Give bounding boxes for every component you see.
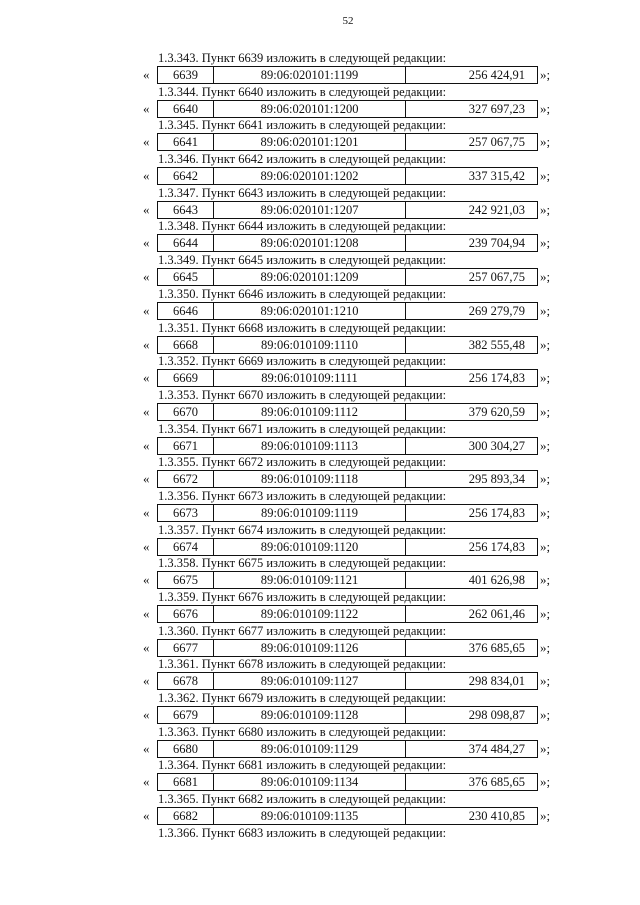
cadastral-number-cell: 89:06:010109:1121 <box>214 572 406 588</box>
close-quote: »; <box>540 235 551 251</box>
item-number-cell: 6669 <box>158 370 214 386</box>
amendment-heading: 1.3.354. Пункт 6671 изложить в следующей редакции: <box>158 421 447 436</box>
table-row <box>0 369 640 387</box>
amendment-entry <box>0 758 640 792</box>
table-row <box>0 706 640 724</box>
value-cell: 327 697,23 <box>468 101 525 116</box>
table-row <box>0 470 640 488</box>
value-cell: 256 174,83 <box>468 505 525 520</box>
amendment-entry <box>0 725 640 759</box>
close-quote: »; <box>540 471 551 487</box>
item-number-cell: 6682 <box>158 808 214 824</box>
close-quote: »; <box>540 302 551 318</box>
value-cell: 298 098,87 <box>468 708 525 723</box>
row-table <box>157 672 538 690</box>
table-row <box>0 538 640 556</box>
table-row <box>0 672 640 690</box>
value-cell: 374 484,27 <box>468 741 525 756</box>
value-cell: 256 174,83 <box>468 371 525 386</box>
table-row <box>0 66 640 84</box>
row-table <box>157 437 538 455</box>
row-table <box>157 403 538 421</box>
value-cell: 337 315,42 <box>468 169 525 184</box>
row-table <box>157 66 538 84</box>
row-table <box>157 133 538 151</box>
amendment-heading: 1.3.350. Пункт 6646 изложить в следующей редакции: <box>158 286 447 301</box>
amendment-entry <box>0 556 640 590</box>
cadastral-number-cell: 89:06:010109:1113 <box>214 438 406 454</box>
value-cell: 262 061,46 <box>468 607 525 621</box>
cadastral-number-cell: 89:06:010109:1134 <box>214 774 406 790</box>
row-table <box>157 504 538 522</box>
cadastral-number-cell: 89:06:010109:1129 <box>214 741 406 757</box>
row-table <box>157 369 538 387</box>
cadastral-number-cell: 89:06:010109:1111 <box>214 370 406 386</box>
close-quote: »; <box>540 403 551 419</box>
open-quote: « <box>143 201 150 217</box>
close-quote: »; <box>540 808 551 824</box>
table-row <box>0 403 640 421</box>
item-number-cell: 6668 <box>158 337 214 353</box>
open-quote: « <box>143 471 150 487</box>
open-quote: « <box>143 740 150 756</box>
amendment-entry <box>0 85 640 119</box>
close-quote: »; <box>540 437 551 453</box>
amendment-entry <box>0 422 640 456</box>
row-table <box>157 740 538 758</box>
cadastral-number-cell: 89:06:010109:1122 <box>214 606 406 622</box>
open-quote: « <box>143 673 150 689</box>
table-row <box>0 234 640 252</box>
table-row <box>0 639 640 657</box>
item-number-cell: 6645 <box>158 269 214 285</box>
item-number-cell: 6670 <box>158 404 214 420</box>
amendment-heading: 1.3.351. Пункт 6668 изложить в следующей редакции: <box>158 320 447 335</box>
open-quote: « <box>143 639 150 655</box>
row-table <box>157 336 538 354</box>
table-row <box>0 167 640 185</box>
item-number-cell: 6675 <box>158 572 214 588</box>
cadastral-number-cell: 89:06:010109:1126 <box>214 640 406 656</box>
close-quote: »; <box>540 100 551 116</box>
cadastral-number-cell: 89:06:010109:1120 <box>214 539 406 555</box>
close-quote: »; <box>540 740 551 756</box>
cadastral-number-cell: 89:06:010109:1135 <box>214 808 406 824</box>
amendment-heading: 1.3.364. Пункт 6681 изложить в следующей редакции: <box>158 758 447 773</box>
open-quote: « <box>143 437 150 453</box>
item-number-cell: 6681 <box>158 774 214 790</box>
item-number-cell: 6646 <box>158 303 214 319</box>
open-quote: « <box>143 538 150 554</box>
value-cell: 256 174,83 <box>468 539 525 554</box>
row-table <box>157 538 538 556</box>
cadastral-number-cell: 89:06:020101:1202 <box>214 168 406 184</box>
row-table <box>157 706 538 724</box>
amendment-entry <box>0 388 640 422</box>
amendment-entry <box>0 321 640 355</box>
open-quote: « <box>143 269 150 285</box>
page-number: 52 <box>342 15 354 27</box>
table-row <box>0 504 640 522</box>
item-number-cell: 6640 <box>158 101 214 117</box>
amendment-heading: 1.3.366. Пункт 6683 изложить в следующей редакции: <box>158 826 447 840</box>
amendment-entry <box>0 118 640 152</box>
amendment-entry <box>0 354 640 388</box>
cadastral-number-cell: 89:06:020101:1209 <box>214 269 406 285</box>
amendment-heading: 1.3.360. Пункт 6677 изложить в следующей редакции: <box>158 623 447 638</box>
item-number-cell: 6676 <box>158 606 214 622</box>
close-quote: »; <box>540 168 551 184</box>
item-number-cell: 6642 <box>158 168 214 184</box>
item-number-cell: 6674 <box>158 539 214 555</box>
cadastral-number-cell: 89:06:010109:1112 <box>214 404 406 420</box>
table-row <box>0 571 640 589</box>
amendment-heading: 1.3.345. Пункт 6641 изложить в следующей редакции: <box>158 118 447 133</box>
table-row <box>0 605 640 623</box>
close-quote: »; <box>540 504 551 520</box>
amendment-entry <box>0 691 640 725</box>
value-cell: 257 067,75 <box>468 270 525 285</box>
open-quote: « <box>143 504 150 520</box>
amendment-heading: 1.3.353. Пункт 6670 изложить в следующей редакции: <box>158 387 447 402</box>
open-quote: « <box>143 302 150 318</box>
value-cell: 379 620,59 <box>468 404 525 419</box>
amendment-heading: 1.3.349. Пункт 6645 изложить в следующей редакции: <box>158 253 447 268</box>
amendment-heading: 1.3.363. Пункт 6680 изложить в следующей редакции: <box>158 724 447 739</box>
cadastral-number-cell: 89:06:020101:1201 <box>214 134 406 150</box>
value-cell: 376 685,65 <box>468 640 525 655</box>
cadastral-number-cell: 89:06:020101:1200 <box>214 101 406 117</box>
row-table <box>157 773 538 791</box>
cadastral-number-cell: 89:06:010109:1128 <box>214 707 406 723</box>
item-number-cell: 6639 <box>158 67 214 83</box>
amendment-entry <box>0 523 640 557</box>
open-quote: « <box>143 336 150 352</box>
amendment-heading: 1.3.355. Пункт 6672 изложить в следующей редакции: <box>158 455 447 470</box>
close-quote: »; <box>540 134 551 150</box>
value-cell: 298 834,01 <box>468 674 525 689</box>
amendment-heading: 1.3.358. Пункт 6675 изложить в следующей редакции: <box>158 556 447 571</box>
open-quote: « <box>143 235 150 251</box>
cadastral-number-cell: 89:06:010109:1118 <box>214 471 406 487</box>
table-row <box>0 740 640 758</box>
table-row <box>0 773 640 791</box>
value-cell: 242 921,03 <box>468 202 525 217</box>
table-row <box>0 336 640 354</box>
row-table <box>157 167 538 185</box>
table-row <box>0 437 640 455</box>
open-quote: « <box>143 572 150 588</box>
cadastral-number-cell: 89:06:020101:1208 <box>214 235 406 251</box>
value-cell: 239 704,94 <box>468 236 525 251</box>
amendment-list <box>0 51 640 826</box>
open-quote: « <box>143 606 150 621</box>
cadastral-number-cell: 89:06:020101:1199 <box>214 67 406 83</box>
amendment-heading: 1.3.356. Пункт 6673 изложить в следующей редакции: <box>158 488 447 503</box>
close-quote: »; <box>540 774 551 790</box>
amendment-heading: 1.3.348. Пункт 6644 изложить в следующей редакции: <box>158 219 447 234</box>
amendment-entry <box>0 455 640 489</box>
item-number-cell: 6677 <box>158 640 214 656</box>
amendment-heading: 1.3.357. Пункт 6674 изложить в следующей редакции: <box>158 522 447 537</box>
item-number-cell: 6673 <box>158 505 214 521</box>
amendment-entry <box>0 287 640 321</box>
amendment-entry <box>0 792 640 826</box>
cadastral-number-cell: 89:06:020101:1207 <box>214 202 406 218</box>
close-quote: »; <box>540 370 551 386</box>
close-quote: »; <box>540 606 551 621</box>
cadastral-number-cell: 89:06:010109:1119 <box>214 505 406 521</box>
item-number-cell: 6680 <box>158 741 214 757</box>
open-quote: « <box>143 403 150 419</box>
row-table <box>157 234 538 252</box>
item-number-cell: 6641 <box>158 134 214 150</box>
amendment-heading: 1.3.344. Пункт 6640 изложить в следующей редакции: <box>158 84 447 99</box>
item-number-cell: 6672 <box>158 471 214 487</box>
close-quote: »; <box>540 707 551 723</box>
close-quote: »; <box>540 67 551 82</box>
table-row <box>0 302 640 320</box>
amendment-heading: 1.3.361. Пункт 6678 изложить в следующей редакции: <box>158 657 447 672</box>
amendment-heading: 1.3.362. Пункт 6679 изложить в следующей редакции: <box>158 691 447 706</box>
table-row <box>0 201 640 219</box>
open-quote: « <box>143 67 150 82</box>
amendment-entry <box>0 657 640 691</box>
item-number-cell: 6678 <box>158 673 214 689</box>
open-quote: « <box>143 100 150 116</box>
row-table <box>157 639 538 657</box>
close-quote: »; <box>540 336 551 352</box>
amendment-entry <box>0 590 640 624</box>
amendment-heading: 1.3.365. Пункт 6682 изложить в следующей редакции: <box>158 792 447 807</box>
amendment-entry <box>0 186 640 220</box>
value-cell: 401 626,98 <box>468 573 525 588</box>
value-cell: 300 304,27 <box>468 438 525 453</box>
close-quote: »; <box>540 269 551 285</box>
table-row <box>0 268 640 286</box>
row-table <box>157 571 538 589</box>
amendment-heading: 1.3.346. Пункт 6642 изложить в следующей редакции: <box>158 152 447 167</box>
item-number-cell: 6643 <box>158 202 214 218</box>
amendment-entry <box>0 624 640 658</box>
row-table <box>157 201 538 219</box>
row-table <box>157 268 538 286</box>
open-quote: « <box>143 168 150 184</box>
table-row <box>0 133 640 151</box>
open-quote: « <box>143 808 150 824</box>
open-quote: « <box>143 774 150 790</box>
amendment-entry <box>0 219 640 253</box>
value-cell: 269 279,79 <box>468 303 525 318</box>
item-number-cell: 6679 <box>158 707 214 723</box>
open-quote: « <box>143 707 150 723</box>
close-quote: »; <box>540 673 551 689</box>
value-cell: 230 410,85 <box>468 809 525 824</box>
amendment-heading: 1.3.347. Пункт 6643 изложить в следующей редакции: <box>158 185 447 200</box>
open-quote: « <box>143 370 150 386</box>
value-cell: 257 067,75 <box>468 135 525 150</box>
item-number-cell: 6671 <box>158 438 214 454</box>
cadastral-number-cell: 89:06:010109:1127 <box>214 673 406 689</box>
close-quote: »; <box>540 572 551 588</box>
table-row <box>0 100 640 118</box>
cadastral-number-cell: 89:06:020101:1210 <box>214 303 406 319</box>
cadastral-number-cell: 89:06:010109:1110 <box>214 337 406 353</box>
close-quote: »; <box>540 639 551 655</box>
table-row <box>0 807 640 825</box>
amendment-entry <box>0 51 640 85</box>
value-cell: 295 893,34 <box>468 472 525 487</box>
amendment-heading: 1.3.343. Пункт 6639 изложить в следующей редакции: <box>158 51 447 65</box>
amendment-entry <box>0 489 640 523</box>
close-quote: »; <box>540 201 551 217</box>
row-table <box>157 100 538 118</box>
item-number-cell: 6644 <box>158 235 214 251</box>
open-quote: « <box>143 134 150 150</box>
close-quote: »; <box>540 538 551 554</box>
value-cell: 256 424,91 <box>468 68 525 82</box>
row-table <box>157 807 538 825</box>
value-cell: 376 685,65 <box>468 775 525 790</box>
amendment-heading: 1.3.359. Пункт 6676 изложить в следующей редакции: <box>158 590 447 604</box>
row-table <box>157 302 538 320</box>
value-cell: 382 555,48 <box>468 337 525 352</box>
amendment-entry <box>0 152 640 186</box>
amendment-entry <box>0 253 640 287</box>
amendment-heading: 1.3.352. Пункт 6669 изложить в следующей редакции: <box>158 354 447 369</box>
row-table <box>157 605 538 623</box>
row-table <box>157 470 538 488</box>
